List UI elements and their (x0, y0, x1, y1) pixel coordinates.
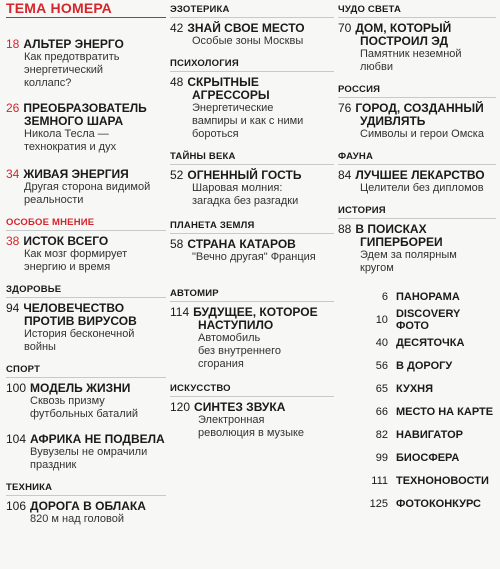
rubric-title: ПАНОРАМА (396, 290, 460, 303)
section-esoterics: ЭЗОТЕРИКА (170, 4, 334, 18)
article-title: ДОМ, КОТОРЫЙ (355, 21, 452, 35)
rubric-title: ФОТОКОНКУРС (396, 497, 481, 510)
toc-entry[interactable] (170, 22, 334, 48)
article-title: СТРАНА КАТАРОВ (187, 237, 296, 251)
article-title: ПОСТРОИЛ ЭД (360, 34, 449, 48)
section-art: ИСКУССТВО (170, 383, 334, 397)
rubric-title: КУХНЯ (396, 382, 434, 395)
rubric-title: МЕСТО НА КАРТЕ (396, 405, 494, 418)
article-subtitle: энергию и время (24, 261, 111, 273)
toc-entry[interactable] (6, 433, 166, 472)
page-number: 58 (170, 237, 184, 251)
page-number: 48 (170, 75, 184, 89)
section-cover-story: ТЕМА НОМЕРА (6, 0, 166, 18)
toc-entry[interactable] (6, 382, 166, 421)
page-number: 18 (6, 37, 20, 51)
page-number: 26 (6, 101, 20, 115)
page-number: 125 (369, 497, 388, 510)
toc-entry[interactable] (170, 238, 334, 264)
page-number: 94 (6, 301, 20, 315)
article-title: БУДУЩЕЕ, КОТОРОЕ (193, 305, 318, 319)
index-item[interactable] (338, 423, 496, 446)
index-item[interactable] (338, 377, 496, 400)
article-subtitle: кругом (360, 262, 394, 274)
article-subtitle: Энергетические (192, 102, 274, 114)
article-subtitle: Целители без дипломов (360, 182, 484, 194)
page-number: 70 (338, 21, 352, 35)
index-item[interactable] (338, 354, 496, 377)
page-number: 56 (375, 359, 388, 372)
article-title: ИСТОК ВСЕГО (23, 234, 109, 248)
page-number: 34 (6, 167, 20, 181)
rubric-index (338, 285, 496, 515)
page-number: 66 (375, 405, 388, 418)
rubric-title: В ДОРОГУ (396, 359, 453, 372)
toc-entry[interactable] (170, 169, 334, 208)
article-title: ГИПЕРБОРЕИ (360, 235, 443, 249)
page-number: 88 (338, 222, 352, 236)
article-subtitle: бороться (192, 128, 239, 140)
article-subtitle: "Вечно другая" Франция (192, 251, 316, 263)
page-number: 65 (375, 382, 388, 395)
toc-entry[interactable] (338, 22, 496, 74)
article-title: НАСТУПИЛО (198, 318, 274, 332)
index-item[interactable] (338, 308, 496, 331)
rubric-title: ДЕСЯТОЧКА (396, 336, 465, 349)
index-item[interactable] (338, 446, 496, 469)
page-number: 84 (338, 168, 352, 182)
article-title: ЖИВАЯ ЭНЕРГИЯ (23, 167, 129, 181)
page-number: 42 (170, 21, 184, 35)
rubric-title: НАВИГАТОР (396, 428, 464, 441)
article-subtitle: коллапс? (24, 77, 72, 89)
page-number: 114 (170, 305, 190, 319)
toc-entry[interactable] (6, 302, 166, 354)
section-fauna: ФАУНА (338, 151, 496, 165)
article-title: ЗНАЙ СВОЕ МЕСТО (187, 21, 305, 35)
section-special-opinion: ОСОБОЕ МНЕНИЕ (6, 217, 166, 231)
article-subtitle: Сквозь призму (30, 395, 105, 407)
article-title: ЛУЧШЕЕ ЛЕКАРСТВО (355, 168, 485, 182)
article-subtitle: 820 м над головой (30, 513, 124, 525)
article-title: ПРОТИВ ВИРУСОВ (24, 314, 137, 328)
page-number: 100 (6, 381, 27, 395)
article-subtitle: футбольных баталий (30, 408, 138, 420)
page-number: 82 (375, 428, 388, 441)
page-number: 10 (375, 313, 388, 326)
article-subtitle: праздник (30, 459, 77, 471)
article-subtitle: технократия и дух (24, 141, 117, 153)
column-3 (338, 0, 496, 515)
section-psychology: ПСИХОЛОГИЯ (170, 58, 334, 72)
article-subtitle: Символы и герои Омска (360, 128, 484, 140)
rubric-title: БИОСФЕРА (396, 451, 460, 464)
page-number: 76 (338, 101, 352, 115)
rubric-title: DISCOVERY ФОТО (395, 307, 461, 332)
page-number: 106 (6, 499, 27, 513)
page-number: 120 (170, 400, 191, 414)
section-mysteries: ТАЙНЫ ВЕКА (170, 151, 334, 165)
article-title: СКРЫТНЫЕ (187, 75, 259, 89)
page-number: 104 (6, 432, 27, 446)
article-subtitle: Эдем за полярным (360, 249, 457, 261)
article-title: СИНТЕЗ ЗВУКА (194, 400, 286, 414)
section-history: ИСТОРИЯ (338, 205, 496, 219)
toc-entry[interactable] (6, 102, 166, 154)
article-subtitle: Вувузелы не омрачили (30, 446, 148, 458)
article-title: МОДЕЛЬ ЖИЗНИ (30, 381, 131, 395)
article-subtitle: вампиры и как с ними (192, 115, 304, 127)
index-item[interactable] (338, 331, 496, 354)
article-subtitle: Как мозг формирует (24, 248, 128, 260)
article-title: ГОРОД, СОЗДАННЫЙ (355, 101, 484, 115)
toc-entry[interactable] (338, 169, 496, 195)
article-subtitle: Другая сторона видимой (24, 181, 151, 193)
section-russia: РОССИЯ (338, 84, 496, 98)
article-subtitle: любви (360, 61, 393, 73)
index-item[interactable] (338, 492, 496, 515)
section-planet-earth: ПЛАНЕТА ЗЕМЛЯ (170, 220, 334, 234)
toc-entry[interactable] (338, 223, 496, 275)
article-title: ОГНЕННЫЙ ГОСТЬ (187, 168, 302, 182)
article-subtitle: Автомобиль (198, 332, 261, 344)
toc-entry[interactable] (6, 500, 166, 526)
index-item[interactable] (338, 400, 496, 423)
page-number: 99 (375, 451, 388, 464)
section-sport: СПОРТ (6, 364, 166, 378)
article-subtitle: реальности (24, 194, 84, 206)
page-number: 111 (371, 474, 388, 487)
article-subtitle: История бесконечной (24, 328, 135, 340)
page-number: 52 (170, 168, 184, 182)
toc-entry[interactable] (6, 235, 166, 274)
toc-entry[interactable] (170, 76, 334, 141)
article-title: ЗЕМНОГО ШАРА (24, 114, 124, 128)
page-number: 6 (381, 290, 388, 303)
article-subtitle: энергетический (24, 64, 104, 76)
article-subtitle: революция в музыке (198, 427, 305, 439)
toc-entry[interactable] (338, 102, 496, 141)
article-subtitle: Шаровая молния: (192, 182, 283, 194)
toc-entry[interactable] (170, 306, 334, 371)
article-title: В ПОИСКАХ (355, 222, 427, 236)
article-subtitle: Электронная (198, 414, 265, 426)
index-item[interactable] (338, 285, 496, 308)
toc-entry[interactable] (6, 168, 166, 207)
toc-entry[interactable] (170, 401, 334, 440)
column-1 (6, 0, 166, 536)
article-title: АФРИКА НЕ ПОДВЕЛА (30, 432, 165, 446)
section-health: ЗДОРОВЬЕ (6, 284, 166, 298)
article-subtitle: войны (24, 341, 56, 353)
section-technology: ТЕХНИКА (6, 482, 166, 496)
index-item[interactable] (338, 469, 496, 492)
article-subtitle: загадка без разгадки (192, 195, 299, 207)
column-2 (170, 0, 334, 450)
article-title: УДИВЛЯТЬ (360, 114, 426, 128)
article-subtitle: Памятник неземной (360, 48, 462, 60)
article-subtitle: сгорания (198, 358, 244, 370)
section-automotive: АВТОМИР (170, 288, 334, 302)
rubric-title: ТЕХНОНОВОСТИ (396, 474, 489, 487)
page-number: 40 (375, 336, 388, 349)
article-subtitle: Никола Тесла — (24, 128, 109, 140)
article-title: АГРЕССОРЫ (192, 88, 270, 102)
section-world-wonder: ЧУДО СВЕТА (338, 4, 496, 18)
article-title: ЧЕЛОВЕЧЕСТВО (23, 301, 125, 315)
article-title: ДОРОГА В ОБЛАКА (30, 499, 146, 513)
page-number: 38 (6, 234, 20, 248)
toc-entry[interactable] (6, 38, 166, 90)
article-subtitle: Как предотвратить (24, 51, 120, 63)
article-title: ПРЕОБРАЗОВАТЕЛЬ (23, 101, 147, 115)
article-title: АЛЬТЕР ЭНЕРГО (23, 37, 124, 51)
article-subtitle: Особые зоны Москвы (192, 35, 304, 47)
article-subtitle: без внутреннего (198, 345, 281, 357)
